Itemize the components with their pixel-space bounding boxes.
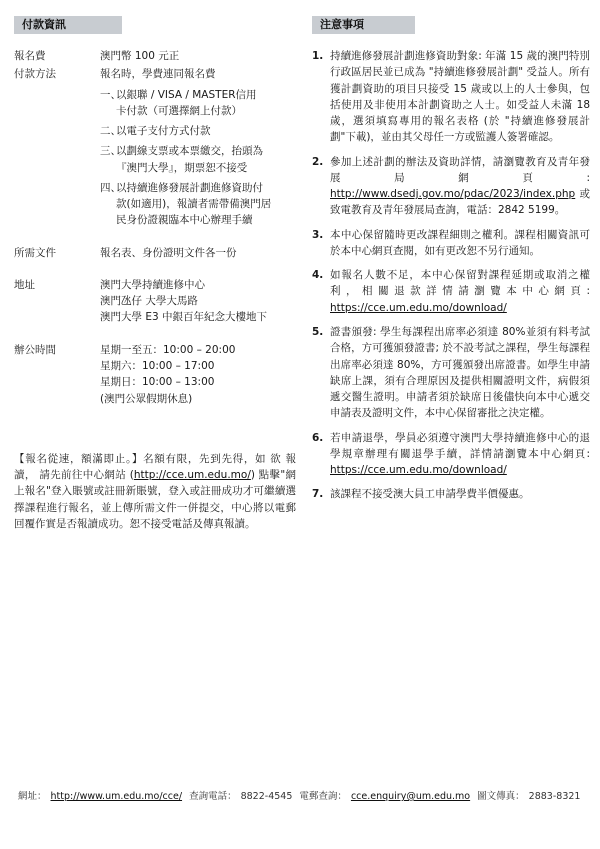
note-text: 參加上述計劃的辦法及資助詳情，請瀏覽教育及青年發展局網頁: xyxy=(330,155,590,184)
documents-label: 所需文件 xyxy=(14,246,56,259)
note-number: 7. xyxy=(312,488,324,501)
note-item xyxy=(312,486,590,502)
footer-email-link[interactable]: cce.enquiry@um.edu.mo xyxy=(350,791,471,802)
note-link[interactable]: https://cce.um.edu.mo/download/ xyxy=(330,301,507,314)
hours-line: (澳門公眾假期休息) xyxy=(100,392,193,405)
payment-option-marker: 一、 xyxy=(100,88,121,101)
address-line: 澳門大學持續進修中心 xyxy=(100,278,205,291)
note-item xyxy=(312,324,590,422)
note-number: 2. xyxy=(312,155,324,168)
hours-line: 星期日：10:00 – 13:00 xyxy=(100,376,215,389)
note-text: 若申請退學，學員必須遵守澳門大學持續進修中心的退學規章辦理有關退學手續，詳情請瀏覽本中心網頁: xyxy=(330,431,590,460)
address-row xyxy=(14,277,296,326)
payment-option-marker: 四、 xyxy=(100,181,121,194)
payment-intro: 報名時，學費連同報名費 xyxy=(100,68,216,81)
payment-option-line: 卡付款（可選擇網上付款） xyxy=(116,104,242,117)
note-text: 持續進修發展計劃進修資助對象: 年滿 15 歲的澳門特別行政區居民並已成為 "持續進修發展計劃" 受益人。所有獲計劃資助的項目只接受 15 歲或以上的人士參與，包括使用及非使用本計劃資助之人士。如受益人未滿 18 歲，選須填寫專用的報名表格 (於 "持續進修發展計劃"下載)，並由其父母任一方或監護人簽署確認。 xyxy=(330,50,590,144)
note-item xyxy=(312,48,590,146)
documents-row xyxy=(14,245,296,261)
fee-value: 澳門幣 100 元正 xyxy=(100,50,180,62)
notice-text-part2: ) 點擊"網上報名"登入賬號或註冊新賬號，登入或註冊成功才可繼續選擇課程進行報名，並上傳所需文件一併提交，中心將以電郵回覆作實是否報讀成功。恕不接受電話及傳真報讀。 xyxy=(14,469,296,530)
payment-info-header: 付款資訊 xyxy=(14,16,122,34)
payment-options-list xyxy=(100,87,296,229)
address-line: 澳門氹仔 大學大馬路 xyxy=(100,295,198,308)
payment-method-row xyxy=(14,66,296,228)
address-label: 地址 xyxy=(14,278,35,291)
note-link[interactable]: http://www.dsedj.gov.mo/pdac/2023/index.php xyxy=(330,188,576,201)
hours-line: 星期一至五：10:00 – 20:00 xyxy=(100,343,236,356)
note-text: 本中心保留隨時更改課程細則之權利。課程相關資訊可於本中心網頁查閱，如有更改恕不另行通知。 xyxy=(330,228,590,257)
payment-option-marker: 二、 xyxy=(100,125,121,138)
note-text: 如報名人數不足，本中心保留對課程延期或取消之權利，相關退款詳情請瀏覽本中心網頁: xyxy=(330,269,590,298)
note-item xyxy=(312,154,590,219)
note-number: 4. xyxy=(312,269,324,282)
footer xyxy=(18,790,588,805)
fee-label: 報名費 xyxy=(14,50,46,62)
payment-option-item xyxy=(100,143,296,176)
notice-text-part1: 【報名從速，額滿即止。】名額有限，先到先得，如 欲 報 讀， 請先前往中心網站 ( xyxy=(14,452,296,482)
documents-value: 報名表、身份證明文件各一份 xyxy=(100,246,237,259)
notes-column xyxy=(312,16,590,511)
note-number: 6. xyxy=(312,431,324,444)
payment-option-line: 『澳門大學』，期票恕不接受 xyxy=(116,161,248,174)
cce-website-link[interactable]: http://cce.um.edu.mo/ xyxy=(133,469,251,482)
note-number: 1. xyxy=(312,50,324,62)
footer-tel-value: 8822-4545 xyxy=(240,791,293,802)
note-link[interactable]: https://cce.um.edu.mo/download/ xyxy=(330,464,507,477)
payment-option-item xyxy=(100,87,296,120)
payment-option-line: 款(如適用)，報讀者需帶備澳門居 xyxy=(116,198,272,211)
note-item xyxy=(312,267,590,316)
note-text: 該課程不接受澳大員工申請學費半價優惠。 xyxy=(330,488,530,501)
note-item xyxy=(312,227,590,260)
notes-list xyxy=(312,48,590,503)
footer-tel-label: 查詢電話： xyxy=(189,791,237,802)
footer-fax-value: 2883-8321 xyxy=(528,791,581,802)
note-text-after: 或致電教育及青年發展局查詢，電話：2842 5199。 xyxy=(330,188,590,217)
payment-info-column xyxy=(14,16,296,532)
footer-fax-label: 圖文傳真： xyxy=(477,791,525,802)
fee-row xyxy=(14,48,296,64)
payment-option-line: 民身份證親臨本中心辦理手續 xyxy=(116,214,253,227)
address-line: 澳門大學 E3 中銀百年紀念大樓地下 xyxy=(100,311,267,324)
payment-method-label: 付款方法 xyxy=(14,68,56,81)
payment-option-line: 以銀聯 / VISA / MASTER信用 xyxy=(116,88,257,101)
payment-option-line: 以持續進修發展計劃進修資助付 xyxy=(116,181,263,194)
note-number: 3. xyxy=(312,228,324,241)
footer-web-link[interactable]: http://www.um.edu.mo/cce/ xyxy=(50,791,183,802)
registration-notice xyxy=(14,451,296,532)
footer-web-label: 網址： xyxy=(18,791,47,802)
notes-header: 注意事項 xyxy=(312,16,415,34)
note-number: 5. xyxy=(312,325,324,338)
note-item xyxy=(312,430,590,479)
payment-option-line: 以電子支付方式付款 xyxy=(116,125,211,138)
office-hours-row xyxy=(14,342,296,407)
hours-line: 星期六：10:00 – 17:00 xyxy=(100,359,215,372)
payment-option-marker: 三、 xyxy=(100,145,121,158)
payment-option-item xyxy=(100,180,296,229)
office-hours-label: 辦公時間 xyxy=(14,343,56,356)
payment-option-item xyxy=(100,123,296,139)
footer-email-label: 電郵查詢： xyxy=(299,791,347,802)
note-text: 證書頒發: 學生每課程出席率必須達 80%並須有料考試合格，方可獲頒發證書; 於不設考試之課程，學生每課程出席率必須達 80%，方可獲頒發出席證書。如學生申請缺席上課，須有合理原因及提供相關證明文件，病假須遞交醫生證明。申請者須於缺席日後儘快向本中心遞交申請表及證明文件，本中心保留審批之決定權。 xyxy=(330,325,590,420)
payment-option-line: 以劃線支票或本票繳交，抬頭為 xyxy=(116,145,263,158)
